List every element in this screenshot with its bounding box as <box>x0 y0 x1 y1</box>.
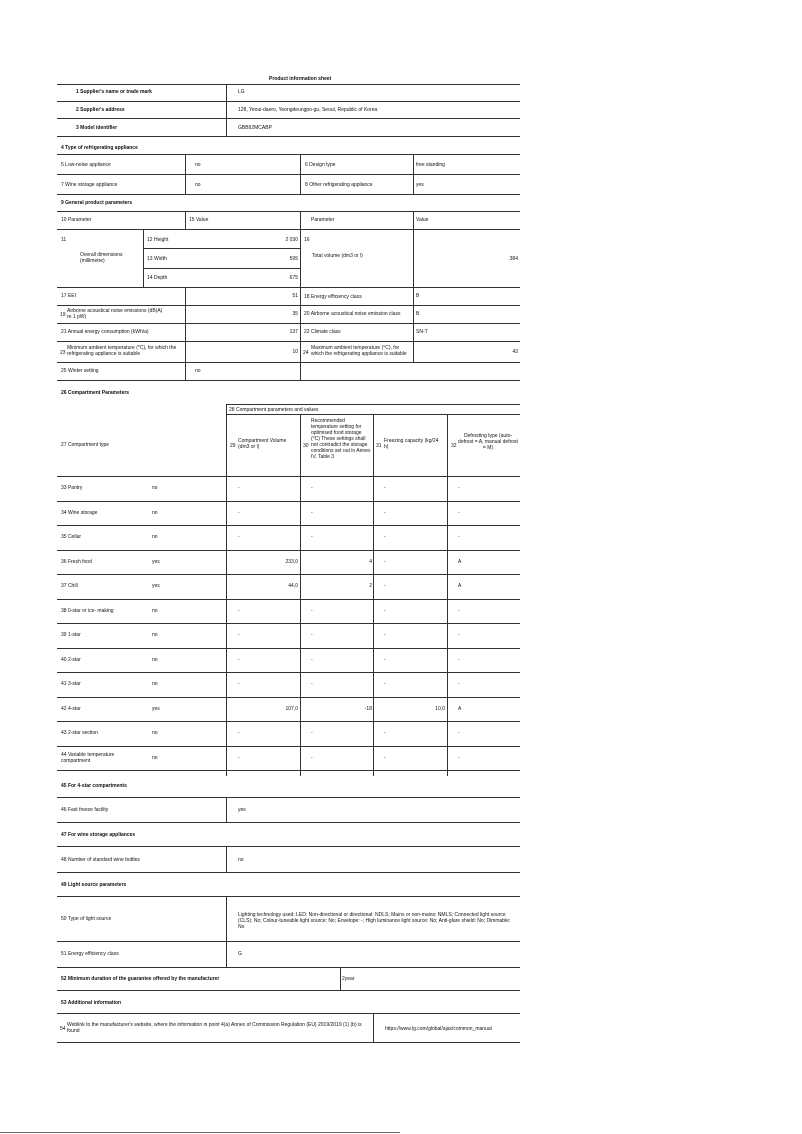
compartment-temp: - <box>311 607 313 614</box>
max-temp-label: Maximum ambient temperature (°C), for which the refrigerating appliance is suitable <box>311 345 407 357</box>
compartment-volume: - <box>238 632 240 639</box>
temp-header: Recommended temperature setting for optimised food storage (°C) These settings shall not contradict the storage conditions set out in Annex IV, Table 3 <box>311 418 371 460</box>
model-identifier-value: GBB92MCABP <box>238 125 272 131</box>
total-volume-number: 16 <box>304 237 310 243</box>
compartment-label: 38 0-star or ice- making <box>61 607 114 614</box>
aec-value: 137 <box>289 329 298 335</box>
compartment-present: no <box>152 534 158 541</box>
compartment-temp: - <box>311 681 313 688</box>
total-volume-label: Total volume (dm3 or l) <box>312 253 363 259</box>
compartment-freeze: - <box>384 730 386 737</box>
noise-value: 35 <box>292 311 298 317</box>
climate-class-label: 22 Climate class <box>304 329 341 335</box>
wine-storage-value: no <box>195 182 201 188</box>
compartment-label: 34 Wine storage <box>61 509 98 516</box>
page-title: Product information sheet <box>269 76 332 82</box>
compartment-defrost: A <box>458 558 462 565</box>
noise-label: Airborne acoustical noise emissions (dB(A) re 1 pW) <box>67 308 163 320</box>
freeze-header: Freezing capacity (kg/24 h) <box>384 438 439 450</box>
compartment-defrost: - <box>458 607 460 614</box>
compartment-volume: - <box>238 656 240 663</box>
defrost-header: Defrosting type (auto-defrost = A, manual defrost = M) <box>458 433 518 451</box>
compartment-label: 42 4-star <box>61 705 81 712</box>
height-label: 12 Height <box>147 237 169 243</box>
min-temp-value: 10 <box>292 349 298 355</box>
compartment-label: 39 1-star <box>61 632 81 639</box>
width-value: 595 <box>289 256 298 262</box>
compartment-freeze: - <box>384 656 386 663</box>
compartment-volume: 233,0 <box>285 558 298 565</box>
compartment-freeze: - <box>384 485 386 492</box>
compartment-defrost: A <box>458 583 462 590</box>
compartment-freeze: - <box>384 509 386 516</box>
compartment-defrost: - <box>458 754 460 761</box>
compartment-temp: - <box>311 485 313 492</box>
compartment-freeze: - <box>384 558 386 565</box>
parameter-header: 10 Parameter <box>61 217 92 223</box>
compartment-freeze: - <box>384 754 386 761</box>
winter-setting-label: 25 Winter setting <box>61 368 99 374</box>
fast-freeze-label: 46 Fast freeze facility <box>61 807 109 813</box>
compartment-freeze: - <box>384 632 386 639</box>
light-type-value: Lighting technology used: LED; Non-directional or directional: NDLS; Mains or non-mains: NMLS; Connected light source (CLS): No; Colour-tuneable light source: No; Envelope: -; High luminance light source: No; Anti-glare shield: No; Dimmable: No <box>238 912 511 930</box>
climate-class-value: SN-T <box>416 329 428 335</box>
value-header: 15 Value <box>189 217 209 223</box>
parameter-header-2: Parameter <box>311 217 335 223</box>
low-noise-value: no <box>195 162 201 168</box>
compartment-present: no <box>152 632 158 639</box>
compartment-present: no <box>152 754 158 761</box>
compartment-volume: - <box>238 607 240 614</box>
wine-storage-label: 7 Wine storage appliance <box>61 182 118 188</box>
volume-header-number: 29 <box>230 443 236 449</box>
energy-class-label: 18 Energy efficiency class <box>304 294 362 300</box>
compartment-label: 37 Chill <box>61 583 78 590</box>
supplier-address-label: 2 Supplier's address <box>76 107 125 113</box>
compartment-defrost: - <box>458 730 460 737</box>
compartment-label: 36 Fresh food <box>61 558 92 565</box>
compartment-temp: - <box>311 509 313 516</box>
compartment-present: no <box>152 681 158 688</box>
volume-header: Compartment Volume (dm3 or l) <box>238 438 287 450</box>
light-heading: 49 Light source parameters <box>61 882 127 888</box>
freeze-header-number: 31 <box>376 443 382 449</box>
model-identifier-label: 3 Model identifier <box>76 125 118 131</box>
compartment-volume: - <box>238 509 240 516</box>
compartment-label: 44 Variable temperature compartment <box>61 751 115 764</box>
supplier-name-label: 1 Supplier's name or trade mark <box>76 89 152 95</box>
compartment-defrost: - <box>458 656 460 663</box>
value-header-2: Value <box>416 217 429 223</box>
design-type-value: free standing <box>416 162 445 168</box>
supplier-address-value: 128, Yeoui-daero, Yeongdeungpo-gu, Seoul, Republic of Korea <box>238 107 378 113</box>
compartment-freeze: - <box>384 534 386 541</box>
compartment-freeze: - <box>384 607 386 614</box>
other-appliance-label: 8 Other refrigerating appliance <box>305 182 373 188</box>
guarantee-label: 52 Minimum duration of the guarantee offered by the manufacturer <box>61 976 220 982</box>
defrost-header-number: 32 <box>451 443 457 449</box>
compartment-label: 43 2-star section <box>61 730 98 737</box>
compartment-freeze: 10,0 <box>435 705 445 712</box>
wine-bottles-value: no <box>238 857 244 863</box>
energy-class-value: B <box>416 293 420 299</box>
compartment-temp: - <box>311 632 313 639</box>
compartment-label: 41 3-star <box>61 681 81 688</box>
max-temp-number: 24 <box>303 350 309 356</box>
compartment-present: yes <box>152 583 160 590</box>
wine-bottles-label: 48 Number of standard wine bottles <box>61 857 140 863</box>
other-appliance-value: yes <box>416 182 424 188</box>
weblink-value[interactable]: https://www.lg.com/global/ajax/common_manual <box>385 1026 492 1032</box>
compartment-params-header: 28 Compartment parameters and values <box>229 407 319 413</box>
noise-number: 19 <box>60 312 66 318</box>
compartment-temp: -18 <box>364 705 372 712</box>
noise-class-value: B <box>416 311 420 317</box>
four-star-heading: 45 For 4-star compartments <box>61 783 127 789</box>
compartment-present: no <box>152 509 158 516</box>
depth-label: 14 Depth <box>147 275 168 281</box>
compartment-label: 33 Pantry <box>61 485 83 492</box>
low-noise-label: 5 Low-noise appliance <box>61 162 111 168</box>
compartment-present: no <box>152 485 158 492</box>
compartment-volume: 107,0 <box>285 705 298 712</box>
compartment-volume: 44,0 <box>288 583 298 590</box>
compartment-defrost: - <box>458 534 460 541</box>
light-class-value: G <box>238 951 242 957</box>
general-section-heading: 9 General product parameters <box>61 200 133 206</box>
min-temp-label: Minimum ambient temperature (°C), for which the refrigerating appliance is suitable <box>67 345 177 357</box>
compartment-present: no <box>152 607 158 614</box>
compartment-temp: 2 <box>369 583 372 590</box>
max-temp-value: 43 <box>512 349 518 355</box>
min-temp-number: 23 <box>60 350 66 356</box>
wine-heading: 47 For wine storage appliances <box>61 832 136 838</box>
overall-dimensions-label: Overall dimensions (millimetre) <box>80 252 123 264</box>
compartment-temp: - <box>311 534 313 541</box>
compartment-defrost: - <box>458 681 460 688</box>
height-value: 2 030 <box>285 237 298 243</box>
compartment-volume: - <box>238 485 240 492</box>
noise-class-label: 20 Airborne acoustical noise emission class <box>304 311 401 317</box>
total-volume-value: 384 <box>509 256 518 262</box>
eei-value: 51 <box>292 293 298 299</box>
winter-setting-value: no <box>195 368 201 374</box>
compartment-freeze: - <box>384 583 386 590</box>
additional-heading: 53 Additional information <box>61 1000 122 1006</box>
compartment-defrost: A <box>458 705 462 712</box>
compartment-label: 35 Cellar <box>61 534 82 541</box>
aec-label: 21 Annual energy consumption (kWh/a) <box>61 329 149 335</box>
compartment-label: 40 2-star <box>61 656 81 663</box>
fast-freeze-value: yes <box>238 807 246 813</box>
compartment-temp: - <box>311 730 313 737</box>
supplier-name-value: LG <box>238 89 245 95</box>
compartment-type-header: 27 Compartment type <box>61 442 110 448</box>
weblink-label: Weblink to the manufacturer's website, where the information in point 4(a) Annex of Commission Regulation (EU) 2019/2019 (1) (b) is found <box>67 1022 362 1034</box>
type-section-heading: 4 Type of refrigerating appliance <box>61 145 138 151</box>
width-label: 13 Width <box>147 256 167 262</box>
design-type-label: 6 Design type <box>305 162 336 168</box>
compartment-volume: - <box>238 754 240 761</box>
temp-header-number: 30 <box>303 443 309 449</box>
compartment-freeze: - <box>384 681 386 688</box>
compartment-volume: - <box>238 534 240 541</box>
compartment-volume: - <box>238 730 240 737</box>
compartment-temp: - <box>311 656 313 663</box>
light-type-label: 50 Type of light source <box>61 916 112 922</box>
guarantee-value: 2year <box>342 976 355 982</box>
eei-label: 17 EEI <box>61 293 77 299</box>
compartment-defrost: - <box>458 485 460 492</box>
compartment-temp: 4 <box>369 558 372 565</box>
weblink-number: 54 <box>60 1026 66 1032</box>
depth-value: 675 <box>289 275 298 281</box>
compartment-defrost: - <box>458 509 460 516</box>
compartment-present: no <box>152 730 158 737</box>
compartment-defrost: - <box>458 632 460 639</box>
light-class-label: 51 Energy efficiency class <box>61 951 119 957</box>
overall-dimensions-number: 11 <box>61 237 67 243</box>
compartment-present: yes <box>152 558 160 565</box>
compartment-section-heading: 26 Compartment Parameters <box>61 390 130 396</box>
compartment-volume: - <box>238 681 240 688</box>
compartment-temp: - <box>311 754 313 761</box>
compartment-present: yes <box>152 705 160 712</box>
compartment-present: no <box>152 656 158 663</box>
